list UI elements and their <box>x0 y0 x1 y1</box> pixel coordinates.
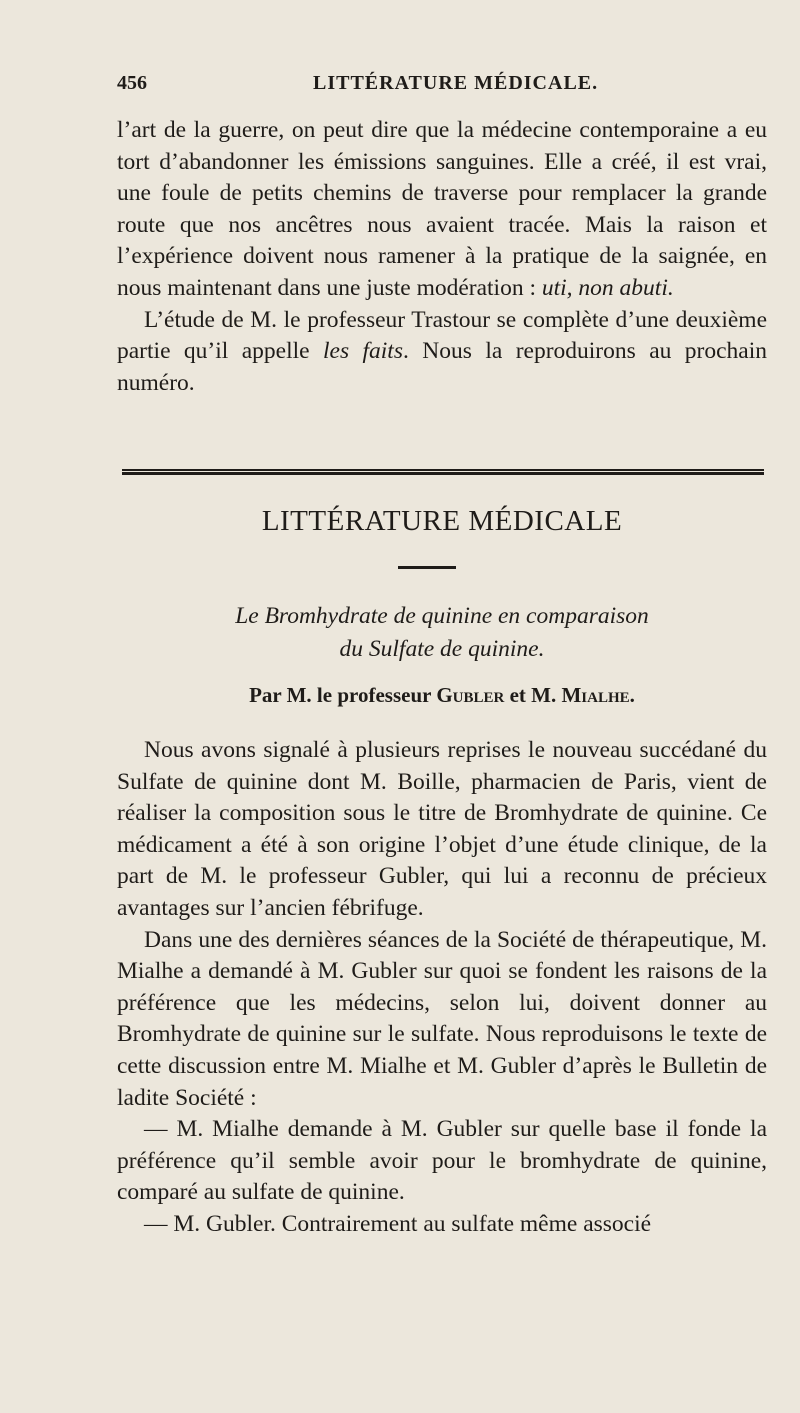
article-title-line: Le Bromhydrate de quinine en comparaison <box>235 603 649 629</box>
byline <box>117 683 767 708</box>
author-name: Mialhe. <box>561 683 635 707</box>
page-number: 456 <box>117 72 147 94</box>
paragraph: — M. Mialhe demande à M. Gubler sur quelle base il fonde la préférence qu’il semble avoir pour le bromhydrate de quinine, comparé au sulfate de quinine. <box>117 1116 767 1206</box>
running-header <box>117 72 767 102</box>
section-title: LITTÉRATURE MÉDICALE <box>261 505 623 537</box>
paragraph-text: . Nous la reproduirons au prochain numéro. <box>117 338 768 396</box>
paragraph-text: l’art de la guerre, on peut dire que la médecine contemporaine a eu tort d’abandonner les émissions sanguines. Elle a créé, il est vrai, une foule de petits chemins de traverse pour remplacer la grande route que nos ancêtres nous avaient tracée. Mais la raison et l’expérience doivent nous ramener à la pratique de la saignée, en nous maintenant dans une juste modération : <box>117 117 767 301</box>
article-title <box>117 600 767 666</box>
author-name: Gubler <box>436 683 505 707</box>
paragraph <box>117 115 767 305</box>
paragraph: Dans une des dernières séances de la Société de thérapeutique, M. Mialhe a demandé à M. Gubler sur quoi se fondent les raisons de la préférence que les médecins, selon lui, doivent donner au Bromhydrate de quinine sur le sulfate. Nous reproduisons le texte de cette discussion entre M. Mialhe et M. Gubler d’après le Bulletin de ladite Société : <box>117 926 767 1111</box>
italic-phrase: les faits <box>322 338 403 365</box>
latin-phrase: uti, non abuti. <box>541 274 674 301</box>
article-body <box>117 735 767 1241</box>
running-title: LITTÉRATURE MÉDICALE. <box>313 72 599 94</box>
paragraph-text: L’étude de M. le professeur Trastour se complète d’une deuxième partie qu’il appelle <box>117 306 767 365</box>
continued-text <box>117 115 767 399</box>
article-title-line: du Sulfate de quinine. <box>339 636 545 662</box>
paragraph <box>117 305 767 400</box>
title-underline <box>398 566 456 569</box>
section-divider <box>122 469 764 475</box>
byline-middle: et M. <box>509 683 557 707</box>
byline-prefix: Par M. le professeur <box>249 683 432 707</box>
paragraph: — M. Gubler. Contrairement au sulfate même associé <box>144 1210 652 1237</box>
paragraph: Nous avons signalé à plusieurs reprises le nouveau succédané du Sulfate de quinine dont M. Boille, pharmacien de Paris, vient de réaliser la composition sous le titre de Bromhydrate de quinine. Ce médicament a été à son origine l’objet d’une étude clinique, de la part de M. le professeur Gubler, qui lui a reconnu de précieux avantages sur l’ancien fébrifuge. <box>117 737 767 921</box>
